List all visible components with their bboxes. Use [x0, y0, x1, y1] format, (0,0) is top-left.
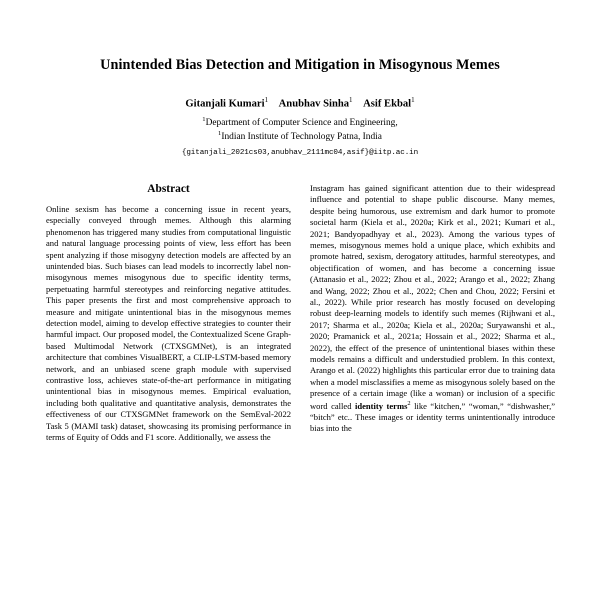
affiliation-line — [46, 116, 554, 130]
author-affiliation-marker: 1 — [411, 96, 415, 105]
author-name: Anubhav Sinha — [278, 98, 350, 110]
page-title: Unintended Bias Detection and Mitigation in Misogynous Memes — [100, 57, 500, 73]
identity-terms-bold: identity terms — [355, 400, 408, 411]
affiliation-text: Indian Institute of Technology Patna, India — [221, 132, 382, 143]
author-name: Gitanjali Kumari — [185, 98, 265, 110]
footnote-marker: 2 — [407, 399, 411, 407]
affiliation-line — [46, 130, 554, 144]
right-column — [310, 183, 555, 444]
affiliation-marker: 1 — [218, 130, 222, 138]
author-list — [46, 96, 554, 112]
author-affiliation-marker: 1 — [264, 96, 269, 105]
author-name: Asif Ekbal — [363, 98, 412, 110]
abstract-heading: Abstract — [147, 182, 190, 195]
author-emails: {gitanjali_2021cs03,anubhav_2111mc04,asif}@iitp.ac.in — [181, 148, 419, 157]
intro-paragraph-tail: like “kitchen,” “woman,” “dishwasher,” “bitch” etc.. These images or identity terms unintentionally introduce bias into the — [310, 400, 556, 434]
two-column-body — [46, 183, 554, 444]
intro-paragraph-text: Instagram has gained significant attention due to their widespread influence and potential to shape public discourse. Many memes, despite being humorous, use extremism and dark humor to promote societal harm (Kiela et al., 2020a; Kirk et al., 2021; Kumari et al., 2021; Bandyopadhyay et al., 2023). Among the various types of memes, misogynous memes hold a unique place, which exhibits and promote hatred, sexism, derogatory attitudes, harmful stereotypes, and objectification of women, and has become a concerning issue (Attanasio et al., 2022; Zhou et al., 2022; Arango et al., 2022; Zhang and Wang, 2022; Zhou et al., 2022; Chen and Chou, 2022; Fersini et al., 2022). While prior research has mostly focused on developing robust deep-learning models to identify such memes (Rijhwani et al., 2017; Sharma et al., 2020a; Kiela et al., 2020a; Suryawanshi et al., 2020; Pramanick et al., 2021a; Hossain et al., 2022; Sharma et al., 2022), the effect of the presence of unintentional biases within these models remains a difficult and understudied problem. In this context, Arango et al. (2022) highlights this particular error due to training data when a model misclassifies a meme as misogynous solely based on the presence of a certain image (like a woman) or inclusion of a specific word called — [310, 182, 555, 411]
affiliation-text: Department of Computer Science and Engineering, — [205, 118, 398, 129]
author-affiliation-marker: 1 — [349, 96, 353, 105]
intro-paragraph — [310, 183, 555, 435]
abstract-text: Online sexism has become a concerning issue in recent years, especially conveyed through memes. Although this alarming phenomenon has triggered many studies from computational linguistic and natural language processing points of view, less effort has been spent analyzing if those misogyny detection models are affected by an unintended bias. Such biases can lead models to incorrectly label non-misogynous memes misogynous due to specific identity terms, perpetuating harmful stereotypes and reinforcing negative attitudes. This paper presents the first and most comprehensive approach to measure and mitigate unintentional bias in the misogynous memes detection model, aiming to develop effective strategies to counter their harmful impact. Our proposed model, the Contextualized Scene Graph-based Multimodal Network (CTXSGMNet), is an integrated architecture that combines VisualBERT, a CLIP-LSTM-based memory network, and an unbiased scene graph module with supervised contrastive loss, achieves state-of-the-art performance in mitigating unintentional bias in misogynous memes. Empirical evaluation, including both qualitative and quantitative analysis, demonstrates the effectiveness of our CTXSGMNet framework on the SemEval-2022 Task 5 (MAMI task) dataset, showcasing its promising performance in terms of Equity of Odds and F1 score. Additionally, we assess the — [46, 203, 291, 443]
affiliation-marker: 1 — [202, 116, 206, 124]
left-column — [46, 183, 291, 444]
